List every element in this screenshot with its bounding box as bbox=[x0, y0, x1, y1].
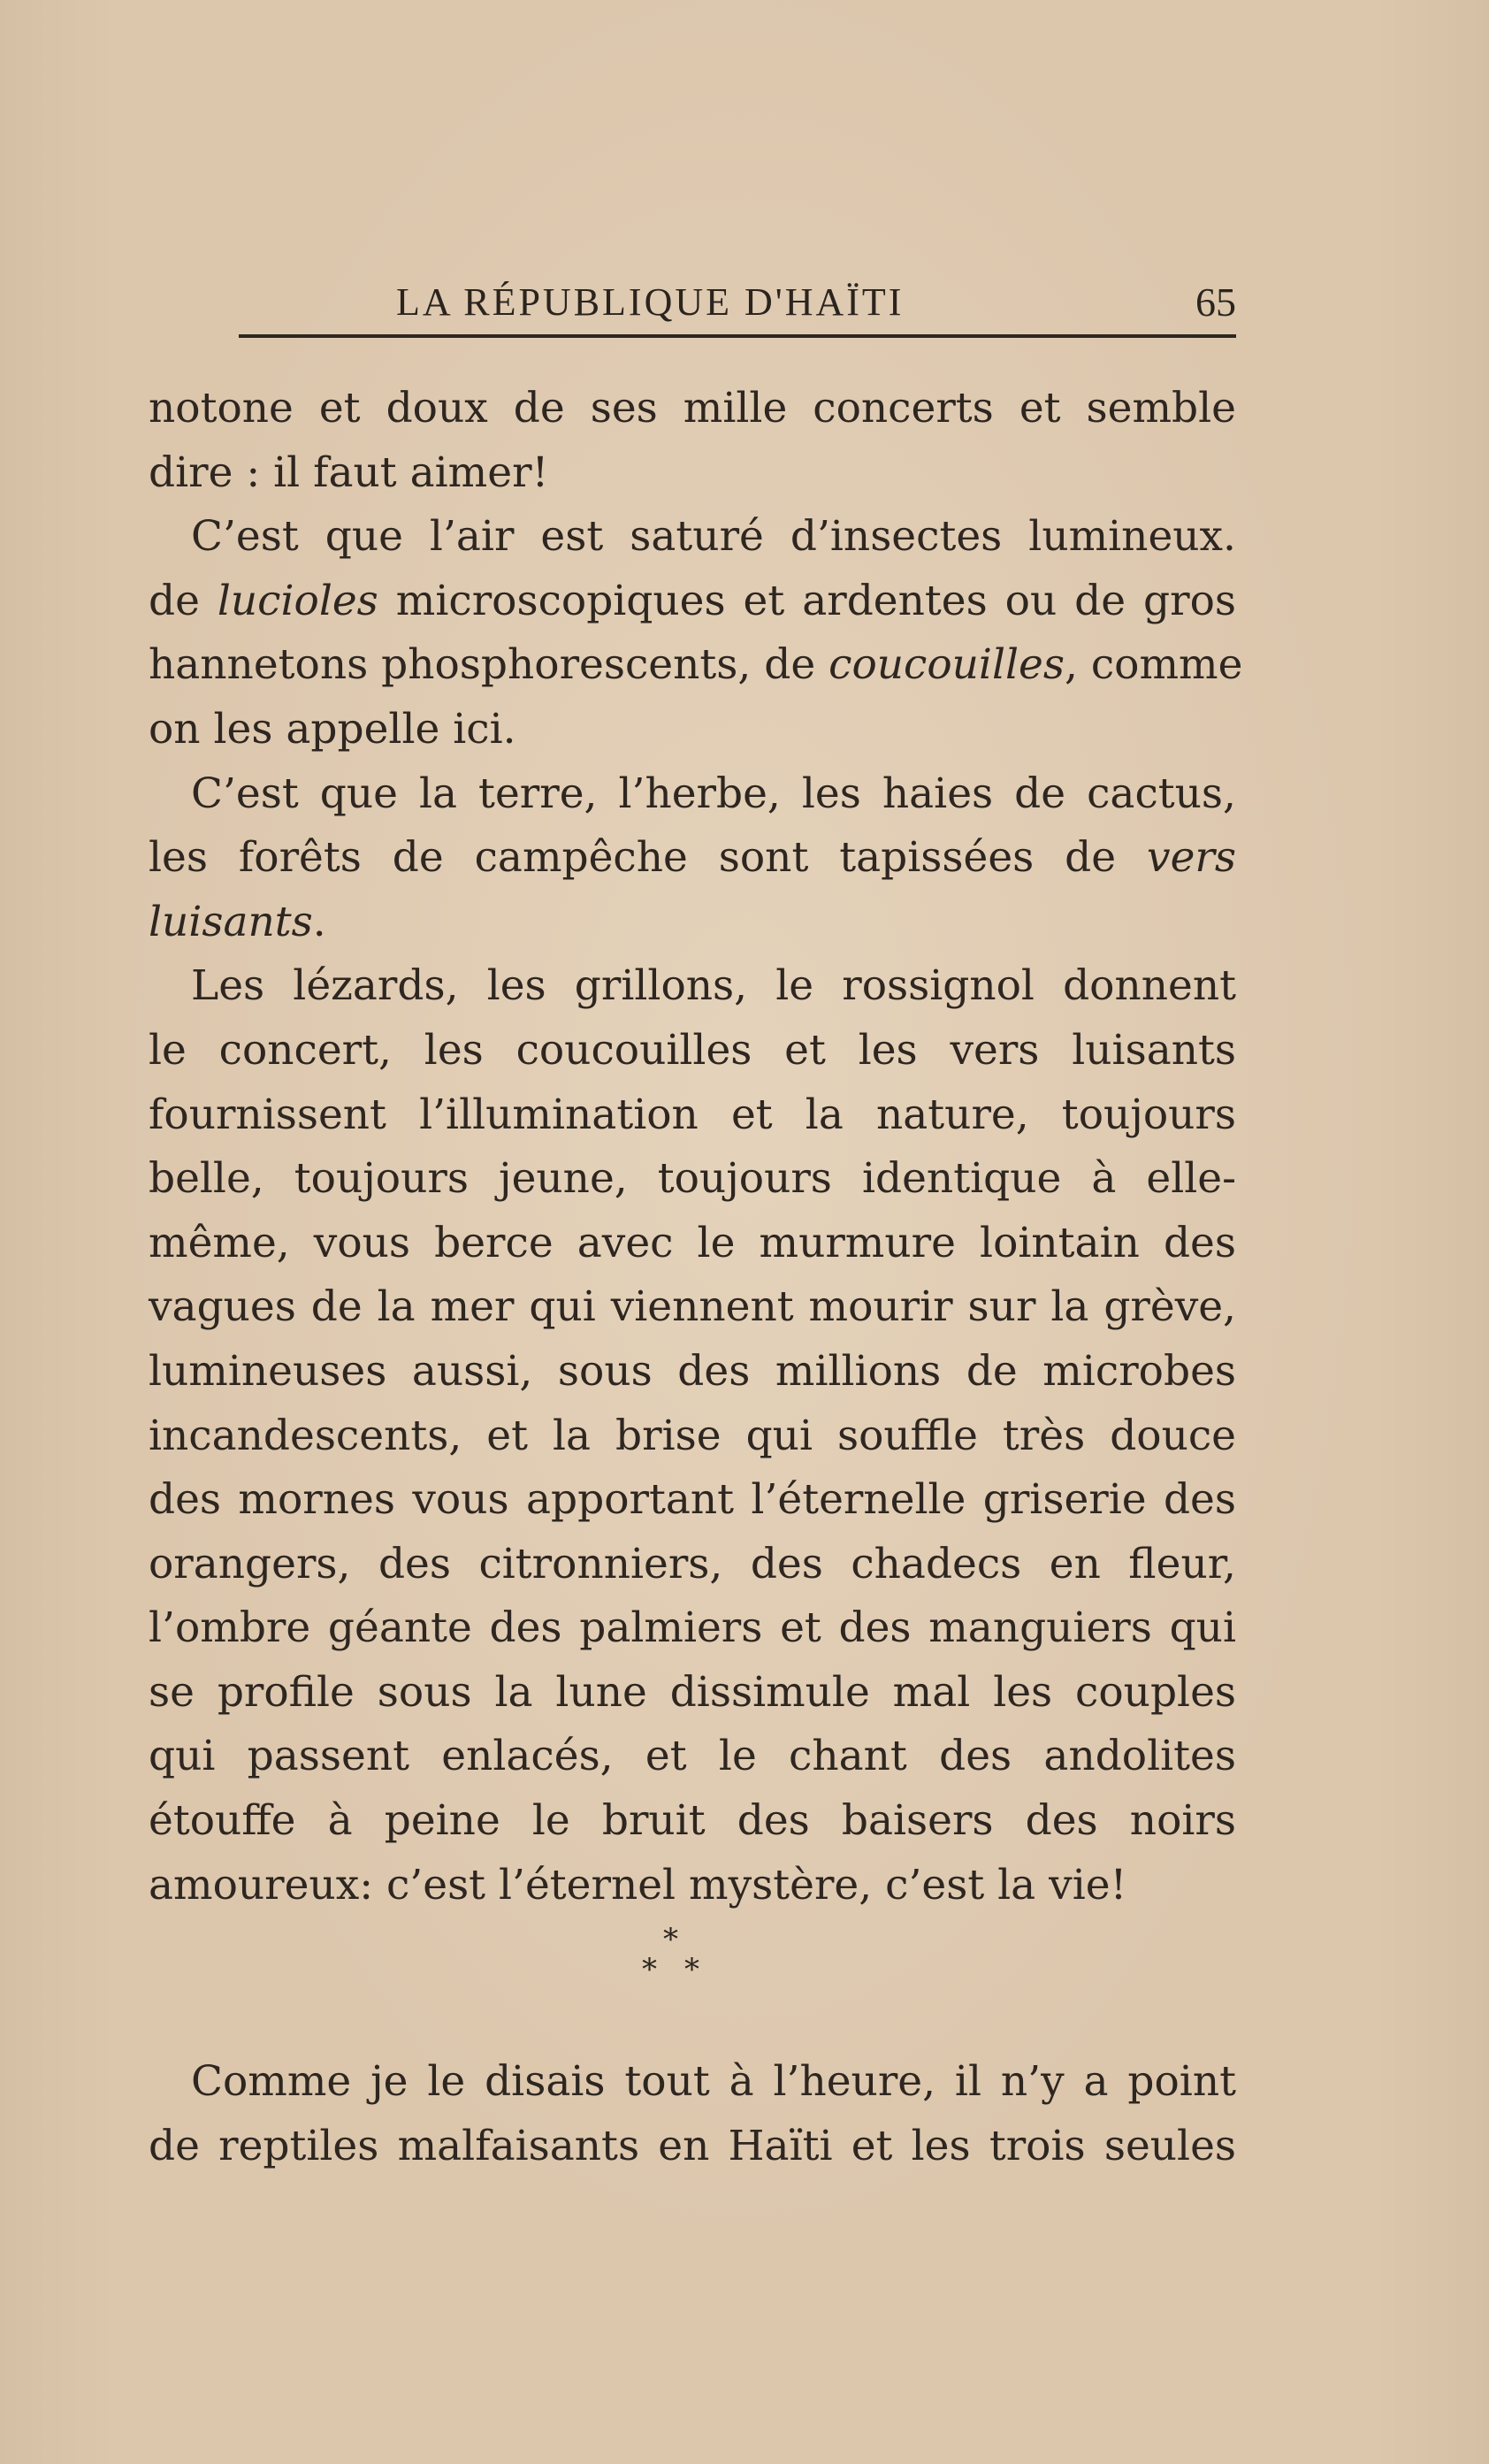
italic-term: coucouilles bbox=[828, 640, 1065, 690]
body-text bbox=[149, 377, 1243, 2178]
text-line: dire : il faut aimer! bbox=[149, 448, 549, 497]
page-header bbox=[149, 276, 1236, 338]
text-line bbox=[149, 633, 1243, 698]
text-line: qui passent enlacés, et le chant des andolites bbox=[149, 1732, 1236, 1781]
text-line: Les lézards, les grillons, le rossignol donnent bbox=[191, 961, 1236, 1011]
text-line: amoureux: c’est l’éternel mystère, c’est la vie! bbox=[149, 1860, 1127, 1909]
text-fragment: microscopiques et ardentes ou de gros bbox=[395, 576, 1236, 625]
italic-term: luisants bbox=[149, 897, 313, 946]
text-line: Comme je le disais tout à l’heure, il n’y a point bbox=[191, 2057, 1236, 2107]
text-line: étouffe à peine le bruit des baisers des noirs bbox=[149, 1796, 1236, 1846]
text-line: lumineuses aussi, sous des millions de microbes bbox=[149, 1346, 1236, 1396]
text-line: de reptiles malfaisants en Haïti et les trois seules bbox=[149, 2121, 1236, 2170]
text-line bbox=[149, 826, 1236, 891]
text-line: même, vous berce avec le murmure lointain des bbox=[149, 1218, 1236, 1267]
text-line: vagues de la mer qui viennent mourir sur la grève, bbox=[149, 1282, 1236, 1332]
running-title: LA RÉPUBLIQUE D'HAÏTI bbox=[396, 280, 905, 324]
asterism-star: * bbox=[684, 1952, 699, 1988]
text-line: l’ombre géante des palmiers et des manguiers qui bbox=[149, 1603, 1236, 1653]
text-line: orangers, des citronniers, des chadecs en fleur, bbox=[149, 1539, 1236, 1588]
section-separator bbox=[149, 1917, 1236, 2050]
text-line: on les appelle ici. bbox=[149, 704, 516, 754]
text-fragment: , comme bbox=[1064, 640, 1243, 690]
text-fragment: les forêts de campêche sont tapissées de bbox=[149, 833, 1117, 883]
italic-term: lucioles bbox=[217, 576, 378, 625]
asterism-star: * bbox=[642, 1952, 657, 1988]
text-line: incandescents, et la brise qui souffle très douce bbox=[149, 1411, 1236, 1460]
text-fragment: . bbox=[312, 897, 326, 946]
text-line: C’est que la terre, l’herbe, les haies de cactus, bbox=[191, 769, 1236, 818]
text-line: C’est que l’air est saturé d’insectes lumineux. bbox=[191, 512, 1236, 562]
text-line: belle, toujours jeune, toujours identique à elle- bbox=[149, 1154, 1236, 1204]
italic-term: vers bbox=[1147, 833, 1236, 883]
text-line bbox=[149, 891, 1236, 955]
text-line: des mornes vous apportant l’éternelle griserie des bbox=[149, 1475, 1236, 1525]
text-line: le concert, les coucouilles et les vers luisants bbox=[149, 1025, 1236, 1075]
text-line bbox=[149, 570, 1236, 634]
text-line: notone et doux de ses mille concerts et semble bbox=[149, 384, 1236, 432]
header-rule bbox=[239, 334, 1236, 338]
asterism-star: * bbox=[663, 1922, 678, 1958]
page-number: 65 bbox=[1195, 279, 1236, 325]
text-line: se profile sous la lune dissimule mal les couples bbox=[149, 1667, 1236, 1717]
text-line: fournissent l’illumination et la nature, toujours bbox=[149, 1090, 1236, 1139]
text-fragment: hannetons phosphorescents, de bbox=[149, 640, 816, 690]
text-fragment: de bbox=[149, 576, 200, 625]
